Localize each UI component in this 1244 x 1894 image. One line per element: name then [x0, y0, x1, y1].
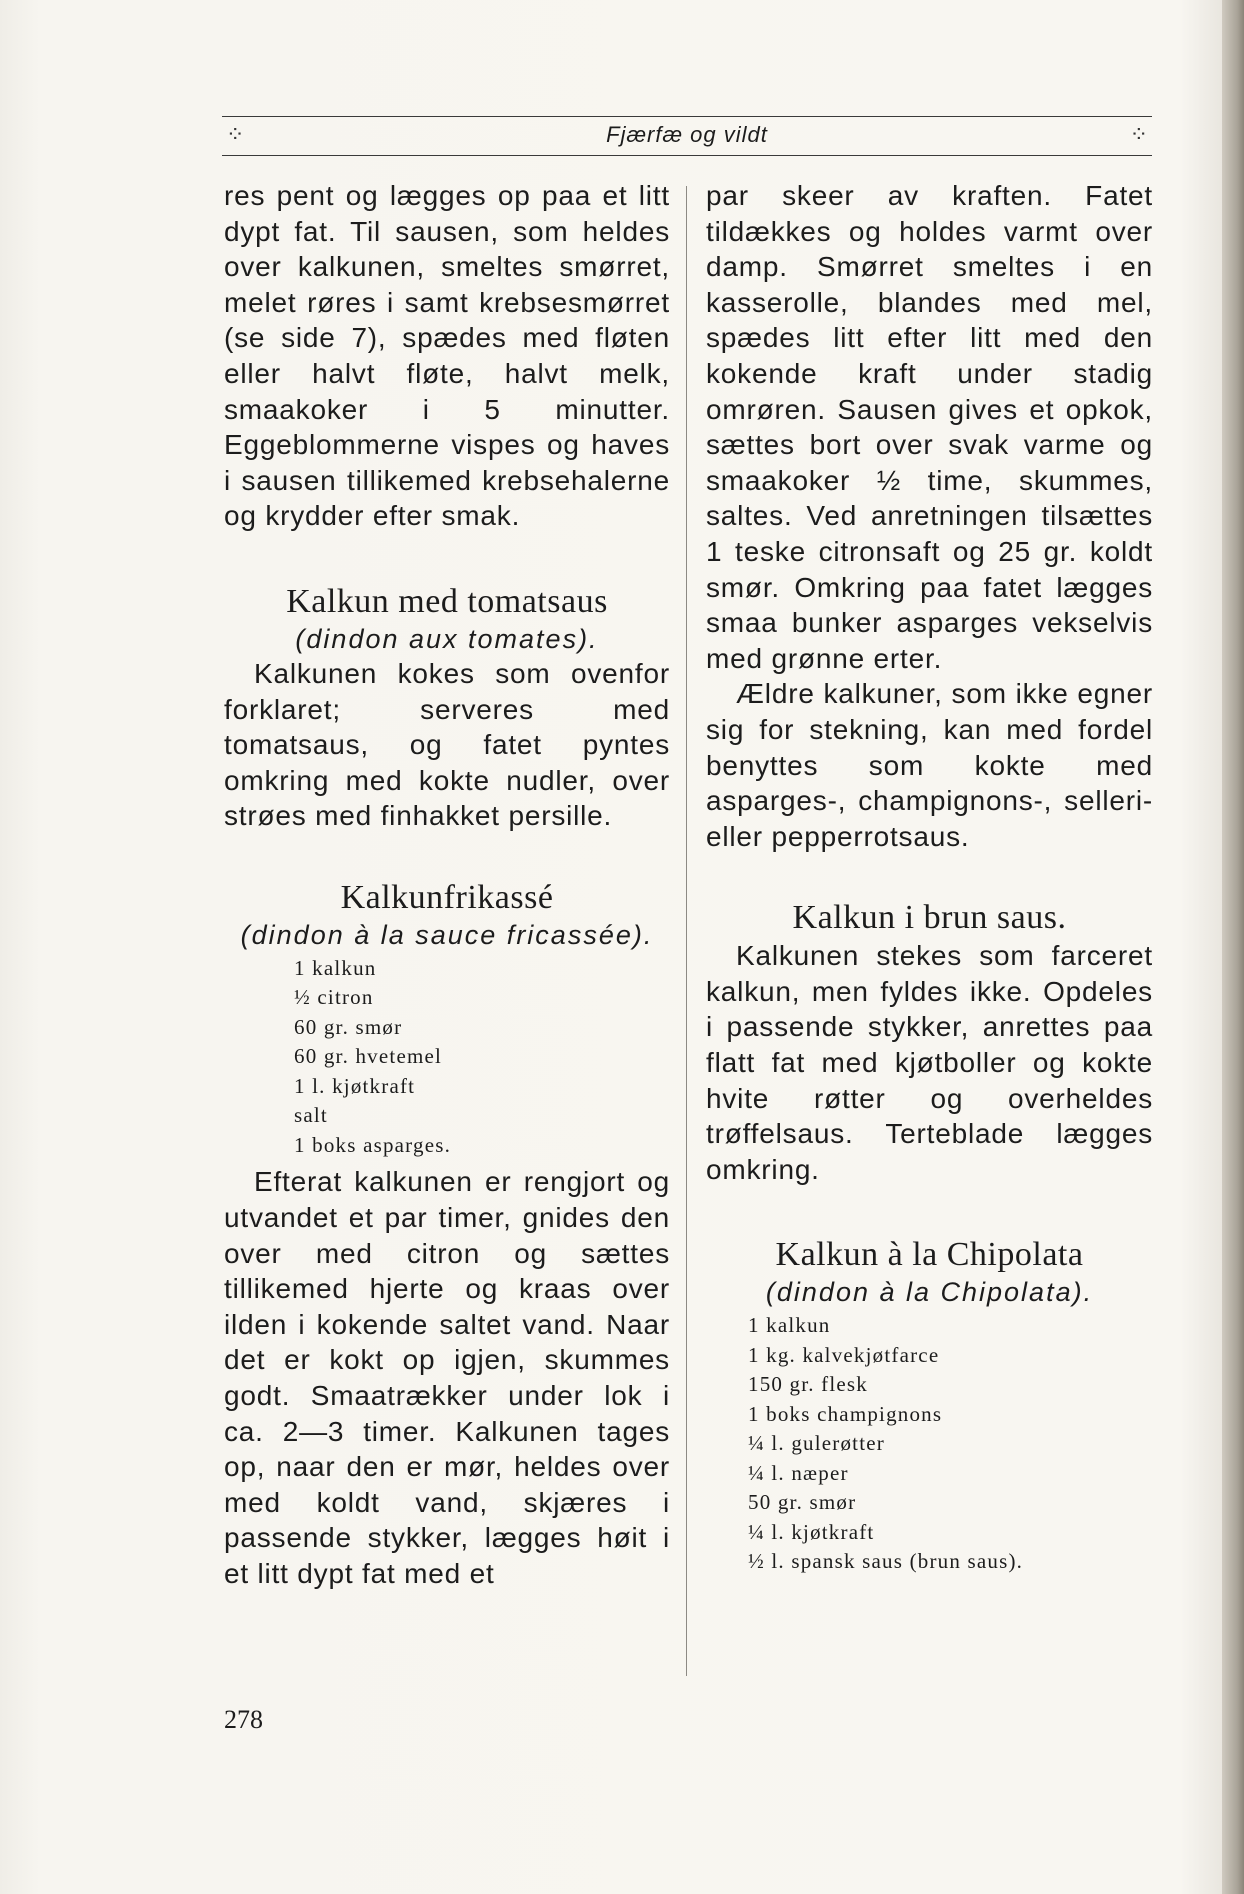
recipe-title: Kalkunfrikassé	[340, 878, 554, 916]
header-top-rule	[222, 116, 1152, 117]
header-bottom-rule	[222, 155, 1152, 156]
running-header-title: Fjærfæ og vildt	[606, 122, 768, 147]
ingredient-list	[224, 954, 670, 1161]
ingredient-item: 1 boks champignons	[748, 1401, 943, 1426]
recipe-subtitle: (dindon à la Chipolata).	[765, 1277, 1094, 1308]
ornament-icon: ⁘	[1129, 123, 1148, 148]
running-header	[222, 116, 1152, 156]
ingredient-item: 1 l. kjøtkraft	[294, 1073, 416, 1098]
recipe-text: Efterat kalkunen er rengjort og utvandet et par timer, gnides den over med citron og sættes tillikemed hjerte og kraas over ilden i kokende saltet vand. Naar det er kokt op igjen, skummes godt. Smaatrækker under lok i ca. 2—3 timer. Kalkunen tages op, naar den er mør, heldes over med koldt vand, skjæres i passende stykker, lægges høit i et litt dypt fat med et	[224, 1166, 670, 1589]
ingredient-item: 1 boks asparges.	[294, 1132, 452, 1157]
right-column	[706, 178, 1153, 1581]
column-divider	[686, 186, 687, 1676]
recipe-text: Kalkunen stekes som farceret kalkun, men fyldes ikke. Opdeles i passende stykker, anrettes paa flatt fat med kjøtboller og kokte hvite røtter og overheldes trøffelsaus. Terteblade lægges omkring.	[706, 940, 1153, 1185]
page-number: 278	[224, 1705, 263, 1734]
ingredient-item: ¼ l. kjøtkraft	[748, 1519, 875, 1544]
ingredient-list	[706, 1311, 1153, 1577]
ingredient-item: ¼ l. gulerøtter	[748, 1431, 885, 1456]
recipe-title: Kalkun med tomatsaus	[286, 582, 608, 620]
ingredient-item: 1 kalkun	[748, 1313, 831, 1338]
ingredient-item: salt	[294, 1103, 328, 1128]
ornament-icon: ⁘	[226, 123, 245, 148]
recipe-title: Kalkun à la Chipolata	[775, 1236, 1084, 1274]
ingredient-item: 60 gr. smør	[294, 1014, 403, 1039]
ingredient-item: 50 gr. smør	[748, 1490, 857, 1515]
recipe-subtitle: (dindon aux tomates).	[295, 623, 599, 654]
recipe-subtitle: (dindon à la sauce fricassée).	[240, 919, 654, 950]
ingredient-item: 60 gr. hvetemel	[294, 1044, 443, 1069]
ingredient-item: ½ l. spansk saus (brun saus).	[748, 1549, 1024, 1574]
continued-paragraph: par skeer av kraften. Fatet tildækkes og holdes varmt over damp. Smørret smeltes i en kasserolle, blandes med mel, spædes litt efter litt med den kokende kraft under stadig omrøren. Sausen gives et opkok, sættes bort over svak varme og smaakoker ½ time, skummes, saltes. Ved anretningen tilsættes 1 teske citronsaft og 25 gr. koldt smør. Omkring paa fatet lægges smaa bunker asparges vekselvis med grønne erter.	[706, 180, 1153, 674]
recipe-text: Kalkunen kokes som ovenfor forklaret; serveres med tomatsaus, og fatet pyntes omkring med kokte nudler, over strøes med finhakket persille.	[224, 657, 670, 832]
left-column	[224, 178, 670, 1592]
older-turkeys-paragraph: Ældre kalkuner, som ikke egner sig for stekning, kan med fordel benyttes som kokte med asparges-, champignons-, selleri- eller pepperrotsaus.	[706, 678, 1153, 852]
ingredient-item: ¼ l. næper	[748, 1460, 849, 1485]
ingredient-item: 1 kg. kalvekjøtfarce	[748, 1342, 940, 1367]
book-spine-edge	[1222, 0, 1244, 1894]
ingredient-item: 150 gr. flesk	[748, 1372, 869, 1397]
ingredient-item: 1 kalkun	[294, 955, 377, 980]
recipe-title: Kalkun i brun saus.	[792, 899, 1067, 937]
ingredient-item: ½ citron	[294, 985, 374, 1010]
intro-paragraph: res pent og lægges op paa et litt dypt fat. Til sausen, som heldes over kalkunen, smeltes smørret, melet røres i samt krebsesmørret (se side 7), spædes med fløten eller halvt fløte, halvt melk, smaakoker i 5 minutter. Eggeblommerne vispes og haves i sausen tillikemed krebsehalerne og krydder efter smak.	[224, 180, 670, 532]
